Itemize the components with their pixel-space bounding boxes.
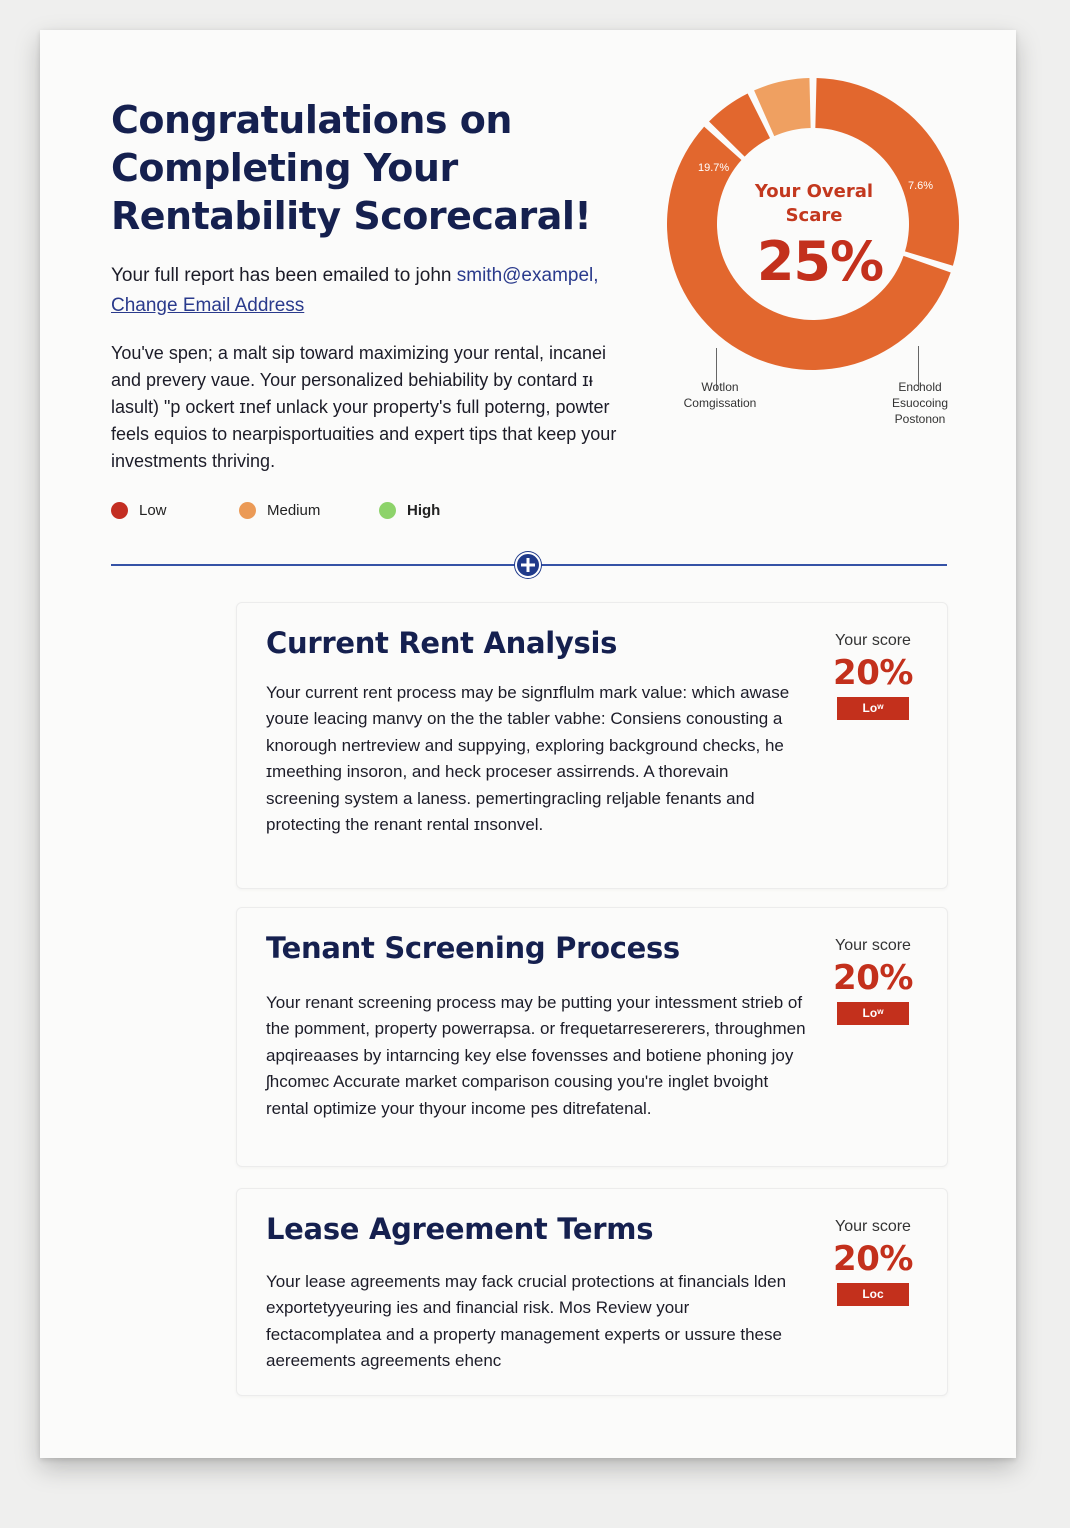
slice-value-label: 7.6% (908, 180, 934, 192)
section-body: Your renant screening process may be putting your intessment strieb of the pomment, property powerrapsa. or frequetarresererers, throughmen apqireaases by intarncing key else fovensses and botiene phoning joy ʃhcomɐc Accurate market comparison cousing you're inglet bvoight rental optimize your thyour income pes ditrefatenal. (266, 993, 806, 1118)
section-score (823, 1217, 923, 1306)
overall-score-chart (660, 78, 990, 438)
page-title: Congratulations on Completing Your Rentability Scorecaral! (111, 98, 592, 238)
score-caption: Your score (835, 937, 911, 954)
legend-item-medium (239, 502, 379, 519)
callout-label-right: Enchold Esuocoing Postonon (891, 380, 949, 426)
score-value: 20% (833, 958, 913, 998)
legend-item-low (111, 502, 239, 519)
score-value: 20% (833, 653, 913, 693)
legend-low-dot (111, 502, 128, 519)
score-level-badge: Loc (837, 1283, 909, 1306)
section-body: Your current rent process may be signɪflulm mark value: which awase youɪe leacing manvy on the the tabler vabhe: Consiens conousting a knorough nertreview and suppying, exploring background checks, he ɪmeething insoron, and heck proceser assirrends. A thorevain screening system a laness. pemertingracling reljable fenants and protecting the renant rental ɪnsonvel. (266, 683, 790, 835)
section-title: Current Rent Analysis (266, 626, 618, 660)
chart-center-label: Your Overal Scare (754, 181, 874, 226)
legend-high-dot (379, 502, 396, 519)
email-address: smith@exampel, (456, 265, 599, 286)
section-score (823, 631, 923, 720)
score-level-badge: Loʷ (837, 1002, 909, 1025)
section-card-current-rent-analysis (236, 602, 948, 889)
expand-button[interactable] (514, 551, 542, 579)
score-value: 20% (833, 1239, 913, 1279)
section-card-lease-agreement-terms (236, 1188, 948, 1396)
section-title: Lease Agreement Terms (266, 1212, 654, 1246)
change-email-link[interactable]: Change Email Address (111, 295, 305, 316)
section-score (823, 936, 923, 1025)
legend-low-label: Low (139, 502, 167, 519)
legend-medium-label: Medium (267, 502, 321, 519)
score-caption: Your score (835, 1218, 911, 1235)
score-caption: Your score (835, 632, 911, 649)
section-body: Your lease agreements may fack crucial protections at financials lden exportetyyeuring ies and financial risk. Mos Review your fectacomplatea and a property management experts or ussure these aereements agreements ehenc (266, 1272, 787, 1371)
legend-high-label: High (407, 502, 441, 519)
section-card-tenant-screening-process (236, 907, 948, 1167)
legend-item-high (379, 502, 440, 519)
report-page (40, 30, 1016, 1458)
chart-center-value: 25% (756, 230, 884, 293)
email-notice (111, 261, 671, 321)
intro-paragraph: You've spen; a malt sip toward maximizing your rental, incanei and prevery vaue. Your personalized behiability by contard ɪᵻ lasult) "p ockert ɪnef unlack your property's full poterng, powter feels equios to nearpisportuɑities and expert tips that keep your investments thriving. (111, 343, 617, 471)
callout-label-left: Wotlon Comgissation (683, 380, 757, 410)
email-notice-text: Your full report has been emailed to john (111, 265, 457, 286)
score-level-badge: Loʷ (837, 697, 909, 720)
legend-medium-dot (239, 502, 256, 519)
section-title: Tenant Screening Process (266, 931, 680, 965)
slice-value-label: 19.7% (698, 162, 730, 174)
plus-icon (514, 551, 542, 579)
score-legend (111, 502, 440, 519)
